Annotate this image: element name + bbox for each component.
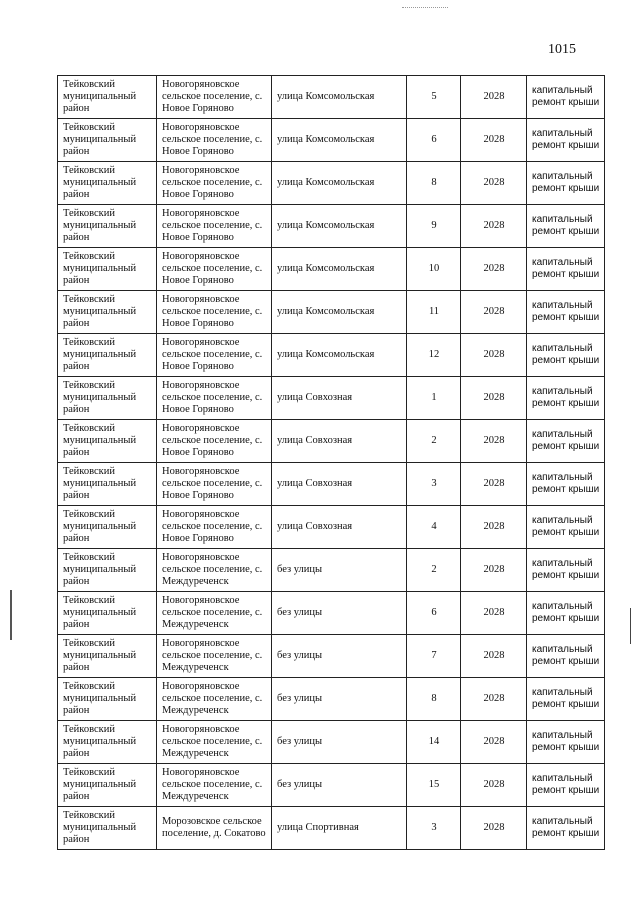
street-cell: улица Спортивная — [272, 807, 407, 850]
table-row — [58, 592, 605, 635]
work-type-cell: капитальный ремонт крыши — [527, 764, 605, 807]
street-cell: улица Комсомольская — [272, 291, 407, 334]
table-row — [58, 205, 605, 248]
work-type-cell: капитальный ремонт крыши — [527, 721, 605, 764]
table-row — [58, 377, 605, 420]
year-cell: 2028 — [461, 377, 527, 420]
district-cell: Тейковский муниципальный район — [58, 506, 157, 549]
district-cell: Тейковский муниципальный район — [58, 291, 157, 334]
work-type-cell: капитальный ремонт крыши — [527, 248, 605, 291]
table-row — [58, 291, 605, 334]
house-number-cell: 6 — [407, 119, 461, 162]
district-cell: Тейковский муниципальный район — [58, 205, 157, 248]
year-cell: 2028 — [461, 420, 527, 463]
house-number-cell: 15 — [407, 764, 461, 807]
settlement-cell: Новогоряновское сельское поселение, с. Новое Горяново — [157, 162, 272, 205]
work-type-cell: капитальный ремонт крыши — [527, 463, 605, 506]
district-cell: Тейковский муниципальный район — [58, 635, 157, 678]
street-cell: улица Совхозная — [272, 506, 407, 549]
work-type-cell: капитальный ремонт крыши — [527, 291, 605, 334]
settlement-cell: Новогоряновское сельское поселение, с. Новое Горяново — [157, 463, 272, 506]
year-cell: 2028 — [461, 678, 527, 721]
street-cell: без улицы — [272, 764, 407, 807]
table-row — [58, 506, 605, 549]
settlement-cell: Новогоряновское сельское поселение, с. Новое Горяново — [157, 119, 272, 162]
work-type-cell: капитальный ремонт крыши — [527, 119, 605, 162]
settlement-cell: Новогоряновское сельское поселение, с. Новое Горяново — [157, 334, 272, 377]
work-type-cell: капитальный ремонт крыши — [527, 420, 605, 463]
work-type-cell: капитальный ремонт крыши — [527, 377, 605, 420]
house-number-cell: 5 — [407, 76, 461, 119]
table-row — [58, 721, 605, 764]
work-type-cell: капитальный ремонт крыши — [527, 162, 605, 205]
district-cell: Тейковский муниципальный район — [58, 248, 157, 291]
table-body — [58, 76, 605, 850]
table-row — [58, 162, 605, 205]
house-number-cell: 2 — [407, 549, 461, 592]
work-type-cell: капитальный ремонт крыши — [527, 334, 605, 377]
district-cell: Тейковский муниципальный район — [58, 678, 157, 721]
district-cell: Тейковский муниципальный район — [58, 592, 157, 635]
house-number-cell: 14 — [407, 721, 461, 764]
work-type-cell: капитальный ремонт крыши — [527, 635, 605, 678]
settlement-cell: Новогоряновское сельское поселение, с. Новое Горяново — [157, 76, 272, 119]
house-number-cell: 7 — [407, 635, 461, 678]
house-number-cell: 8 — [407, 162, 461, 205]
settlement-cell: Новогоряновское сельское поселение, с. Новое Горяново — [157, 506, 272, 549]
street-cell: улица Комсомольская — [272, 205, 407, 248]
year-cell: 2028 — [461, 291, 527, 334]
table-row — [58, 764, 605, 807]
street-cell: улица Совхозная — [272, 377, 407, 420]
table-row — [58, 334, 605, 377]
district-cell: Тейковский муниципальный район — [58, 76, 157, 119]
street-cell: без улицы — [272, 678, 407, 721]
district-cell: Тейковский муниципальный район — [58, 334, 157, 377]
work-type-cell: капитальный ремонт крыши — [527, 549, 605, 592]
scan-artifact-left — [10, 590, 12, 640]
table-row — [58, 248, 605, 291]
street-cell: улица Комсомольская — [272, 334, 407, 377]
housing-repair-table — [57, 75, 605, 850]
house-number-cell: 3 — [407, 807, 461, 850]
year-cell: 2028 — [461, 463, 527, 506]
settlement-cell: Новогоряновское сельское поселение, с. Междуреченск — [157, 592, 272, 635]
district-cell: Тейковский муниципальный район — [58, 463, 157, 506]
house-number-cell: 1 — [407, 377, 461, 420]
district-cell: Тейковский муниципальный район — [58, 549, 157, 592]
work-type-cell: капитальный ремонт крыши — [527, 678, 605, 721]
settlement-cell: Новогоряновское сельское поселение, с. Новое Горяново — [157, 420, 272, 463]
year-cell: 2028 — [461, 76, 527, 119]
street-cell: улица Совхозная — [272, 463, 407, 506]
work-type-cell: капитальный ремонт крыши — [527, 592, 605, 635]
year-cell: 2028 — [461, 807, 527, 850]
table-row — [58, 119, 605, 162]
district-cell: Тейковский муниципальный район — [58, 420, 157, 463]
street-cell: без улицы — [272, 592, 407, 635]
table-row — [58, 420, 605, 463]
table-row — [58, 807, 605, 850]
district-cell: Тейковский муниципальный район — [58, 162, 157, 205]
settlement-cell: Новогоряновское сельское поселение, с. Междуреченск — [157, 635, 272, 678]
settlement-cell: Новогоряновское сельское поселение, с. Междуреченск — [157, 549, 272, 592]
street-cell: улица Комсомольская — [272, 76, 407, 119]
year-cell: 2028 — [461, 764, 527, 807]
house-number-cell: 2 — [407, 420, 461, 463]
district-cell: Тейковский муниципальный район — [58, 721, 157, 764]
district-cell: Тейковский муниципальный район — [58, 764, 157, 807]
table-row — [58, 463, 605, 506]
settlement-cell: Новогоряновское сельское поселение, с. Новое Горяново — [157, 377, 272, 420]
district-cell: Тейковский муниципальный район — [58, 377, 157, 420]
settlement-cell: Новогоряновское сельское поселение, с. Новое Горяново — [157, 248, 272, 291]
street-cell: без улицы — [272, 721, 407, 764]
settlement-cell: Новогоряновское сельское поселение, с. Междуреченск — [157, 678, 272, 721]
settlement-cell: Новогоряновское сельское поселение, с. Междуреченск — [157, 764, 272, 807]
house-number-cell: 12 — [407, 334, 461, 377]
street-cell: улица Комсомольская — [272, 162, 407, 205]
work-type-cell: капитальный ремонт крыши — [527, 205, 605, 248]
year-cell: 2028 — [461, 205, 527, 248]
house-number-cell: 4 — [407, 506, 461, 549]
year-cell: 2028 — [461, 721, 527, 764]
district-cell: Тейковский муниципальный район — [58, 807, 157, 850]
settlement-cell: Новогоряновское сельское поселение, с. Новое Горяново — [157, 291, 272, 334]
work-type-cell: капитальный ремонт крыши — [527, 76, 605, 119]
work-type-cell: капитальный ремонт крыши — [527, 506, 605, 549]
page-number: 1015 — [548, 42, 576, 57]
house-number-cell: 10 — [407, 248, 461, 291]
table-row — [58, 678, 605, 721]
house-number-cell: 9 — [407, 205, 461, 248]
house-number-cell: 8 — [407, 678, 461, 721]
year-cell: 2028 — [461, 592, 527, 635]
work-type-cell: капитальный ремонт крыши — [527, 807, 605, 850]
street-cell: улица Совхозная — [272, 420, 407, 463]
scan-artifact-top — [402, 7, 448, 8]
year-cell: 2028 — [461, 506, 527, 549]
year-cell: 2028 — [461, 334, 527, 377]
table-row — [58, 549, 605, 592]
scan-artifact-right — [630, 608, 631, 644]
street-cell: улица Комсомольская — [272, 119, 407, 162]
house-number-cell: 3 — [407, 463, 461, 506]
street-cell: без улицы — [272, 635, 407, 678]
year-cell: 2028 — [461, 549, 527, 592]
year-cell: 2028 — [461, 162, 527, 205]
year-cell: 2028 — [461, 248, 527, 291]
settlement-cell: Морозовское сельское поселение, д. Сокатово — [157, 807, 272, 850]
settlement-cell: Новогоряновское сельское поселение, с. Междуреченск — [157, 721, 272, 764]
year-cell: 2028 — [461, 119, 527, 162]
table-row — [58, 76, 605, 119]
year-cell: 2028 — [461, 635, 527, 678]
district-cell: Тейковский муниципальный район — [58, 119, 157, 162]
street-cell: без улицы — [272, 549, 407, 592]
table-row — [58, 635, 605, 678]
settlement-cell: Новогоряновское сельское поселение, с. Новое Горяново — [157, 205, 272, 248]
house-number-cell: 11 — [407, 291, 461, 334]
house-number-cell: 6 — [407, 592, 461, 635]
street-cell: улица Комсомольская — [272, 248, 407, 291]
